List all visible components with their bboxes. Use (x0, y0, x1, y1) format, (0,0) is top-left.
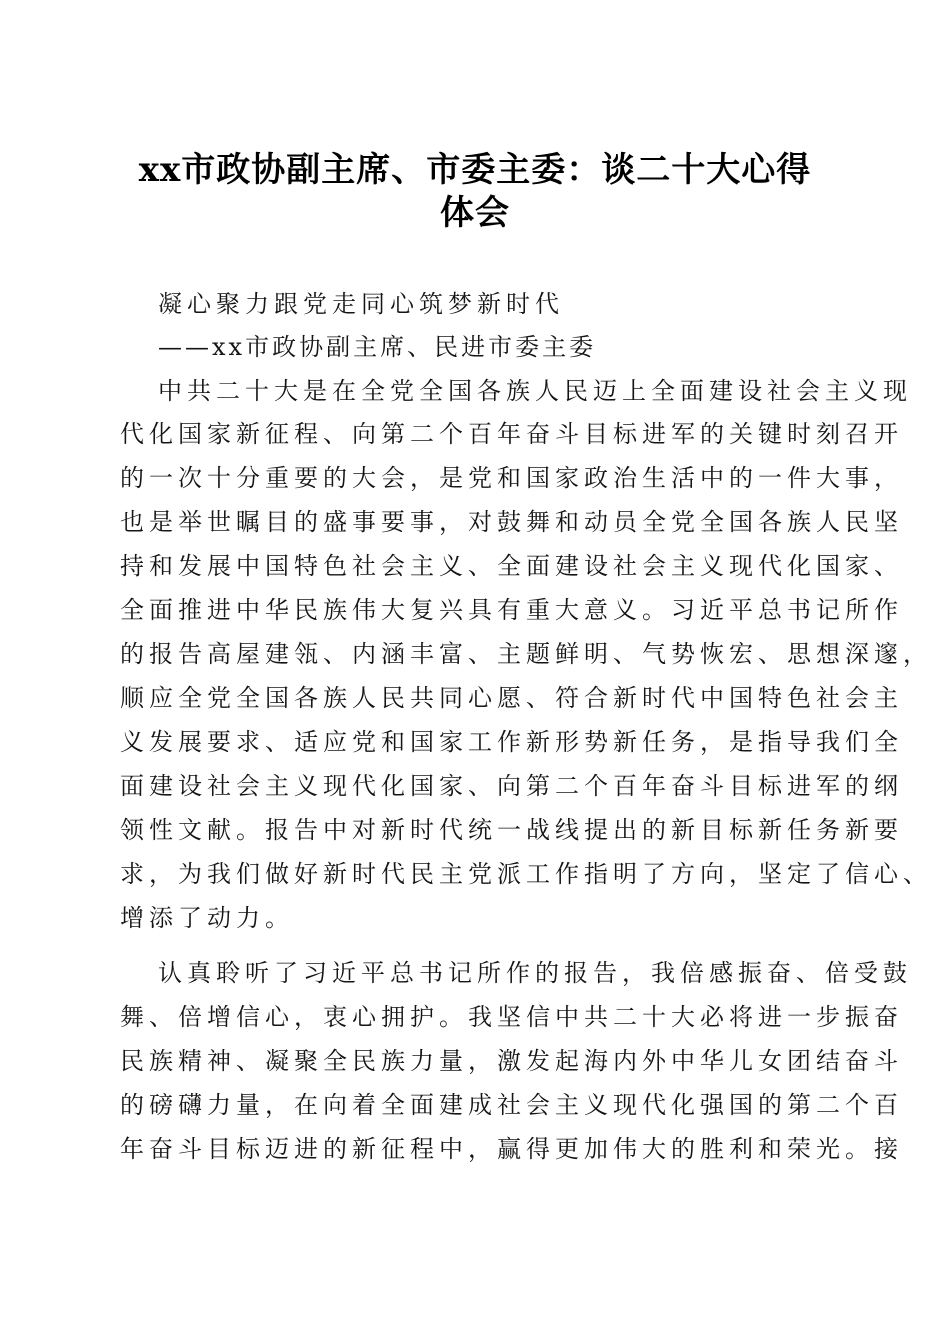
paragraph-1-line: 求，为我们做好新时代民主党派工作指明了方向，坚定了信心、 (120, 860, 932, 888)
document-title-line-2: 体会 (440, 193, 510, 233)
paragraph-2-line: 年奋斗目标迈进的新征程中，赢得更加伟大的胜利和荣光。接 (120, 1135, 903, 1163)
paragraph-1-line: 的一次十分重要的大会，是党和国家政治生活中的一件大事， (120, 464, 903, 492)
paragraph-2-line: 民族精神、凝聚全民族力量，激发起海内外中华儿女团结奋斗 (120, 1047, 903, 1075)
paragraph-1-line: 义发展要求、适应党和国家工作新形势新任务，是指导我们全 (120, 728, 903, 756)
paragraph-1-line: 领性文献。报告中对新时代统一战线提出的新目标新任务新要 (120, 816, 903, 844)
document-subtitle: 凝心聚力跟党走同心筑梦新时代 (158, 290, 564, 318)
paragraph-1-line: 增添了动力。 (120, 904, 294, 932)
document-title-line-1: xx市政协副主席、市委主委：谈二十大心得 (138, 150, 812, 190)
paragraph-2-line: 认真聆听了习近平总书记所作的报告，我倍感振奋、倍受鼓 (158, 959, 912, 987)
paragraph-1-line: 的报告高屋建瓴、内涵丰富、主题鲜明、气势恢宏、思想深邃， (120, 640, 932, 668)
paragraph-1-line: 代化国家新征程、向第二个百年奋斗目标进军的关键时刻召开 (120, 420, 903, 448)
paragraph-1-line: 全面推进中华民族伟大复兴具有重大意义。习近平总书记所作 (120, 596, 903, 624)
paragraph-2-line: 的磅礴力量，在向着全面建成社会主义现代化强国的第二个百 (120, 1091, 903, 1119)
author-line: ——xx市政协副主席、民进市委主委 (158, 333, 597, 361)
paragraph-1-line: 持和发展中国特色社会主义、全面建设社会主义现代化国家、 (120, 552, 903, 580)
paragraph-1-line: 中共二十大是在全党全国各族人民迈上全面建设社会主义现 (158, 377, 912, 405)
paragraph-2-line: 舞、倍增信心，衷心拥护。我坚信中共二十大必将进一步振奋 (120, 1003, 903, 1031)
paragraph-1-line: 面建设社会主义现代化国家、向第二个百年奋斗目标进军的纲 (120, 772, 903, 800)
paragraph-1-line: 顺应全党全国各族人民共同心愿、符合新时代中国特色社会主 (120, 684, 903, 712)
paragraph-1-line: 也是举世瞩目的盛事要事，对鼓舞和动员全党全国各族人民坚 (120, 508, 903, 536)
